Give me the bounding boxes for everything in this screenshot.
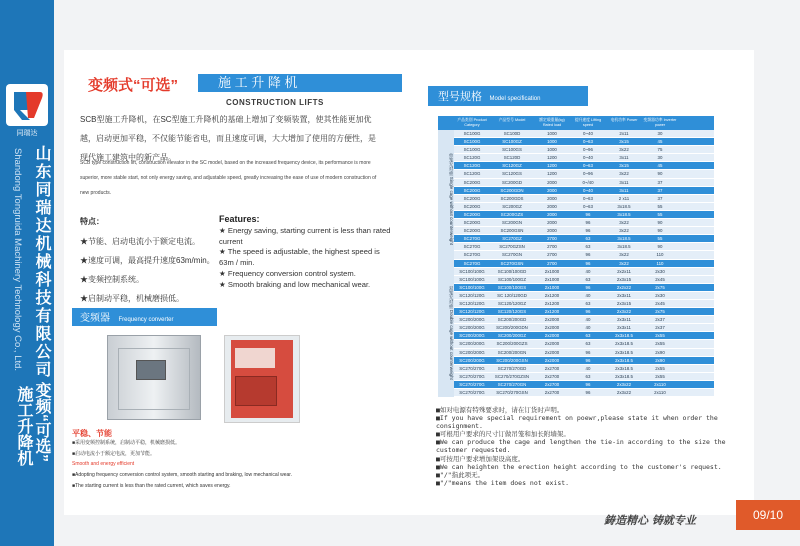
table-cell: 2x55 — [655, 373, 665, 379]
table-cell: SC100G — [463, 147, 481, 153]
header-cell: 产品类别 Product Category — [457, 118, 487, 127]
table-cell: 96 — [585, 357, 591, 363]
table-cell: 2x55 — [655, 365, 665, 371]
table-cell: 96 — [585, 228, 591, 234]
title-subtitle: CONSTRUCTION LIFTS — [226, 98, 324, 107]
table-cell: 0~63 — [583, 163, 593, 169]
table-cell: SC120/120GS — [497, 309, 527, 315]
table-row — [438, 187, 714, 195]
table-cell: SC270/270G — [459, 390, 485, 395]
table-cell: 2x2000 — [544, 357, 560, 363]
table-cell: 1000 — [547, 131, 557, 136]
table-cell: 0~96 — [583, 147, 593, 153]
footer-slogan: 鋳造精心 铸就专业 — [604, 514, 696, 527]
features-cn-heading: 特点： — [80, 217, 104, 226]
spec-title-cn: 型号规格 — [438, 91, 482, 103]
table-cell: 2 x11 — [618, 195, 630, 201]
table-cell: 3x15 — [619, 139, 629, 145]
table-cell: 2x55 — [655, 333, 665, 339]
table-cell: 96 — [585, 211, 591, 217]
table-cell: 30 — [657, 131, 663, 136]
table-cell: 3x18.5 — [617, 211, 631, 217]
table-cell: 0~96 — [583, 171, 593, 177]
table-cell: 96 — [585, 309, 591, 315]
table-row — [438, 138, 714, 146]
note-item: ■如对电源有特殊要求时，请在订货时声明。 — [436, 406, 564, 414]
table-cell: 2x90 — [655, 357, 665, 363]
table-row — [438, 365, 714, 373]
table-cell: SC200GDN — [500, 187, 524, 193]
table-cell: 2000 — [547, 211, 557, 217]
table-cell: SC200/200GZS — [496, 341, 528, 347]
table-row — [438, 276, 714, 284]
company-logo — [6, 84, 48, 126]
title-bar: 施 工 升 降 机 — [198, 74, 402, 92]
table-row — [438, 357, 714, 365]
table-cell: 2x45 — [655, 300, 665, 306]
table-cell: SC200GN — [501, 220, 522, 226]
pingwen-heading: 平稳、节能 — [72, 429, 112, 438]
note-item: ■If you have special requirement on poewr,please state it when order the consignment. — [436, 414, 718, 431]
table-row — [438, 130, 714, 138]
table-cell: 2x3x18.5 — [615, 333, 633, 339]
table-cell: 40 — [585, 292, 591, 298]
table-cell: 3x11 — [619, 187, 629, 193]
table-cell: 40 — [585, 317, 591, 323]
feature-cn-item: ★启制动平稳，机械磨损低。 — [80, 294, 184, 303]
table-cell: SC200/200G — [459, 341, 485, 347]
table-cell: 55 — [657, 211, 663, 217]
table-cell: 2x3x11 — [617, 325, 631, 331]
table-cell: 2x30 — [655, 268, 665, 274]
table-cell: 96 — [585, 390, 591, 395]
table-cell: 2x1200 — [544, 300, 560, 306]
spec-table-header — [438, 116, 714, 130]
table-cell: SC100D — [503, 131, 521, 136]
table-cell: 40 — [585, 325, 591, 331]
table-cell: SC200GD — [501, 179, 522, 185]
table-cell: 63 — [585, 244, 591, 250]
table-cell: SC200/200GSN — [496, 357, 528, 363]
features-en-heading: Features: — [219, 214, 260, 224]
table-cell: SC200G — [463, 211, 481, 217]
table-cell: SC120G — [463, 171, 481, 177]
pingwen-item: ■启动电流小于额定电流，更加节能。 — [72, 450, 156, 457]
page-number: 09/10 — [736, 500, 800, 530]
table-row — [438, 162, 714, 170]
table-cell: SC100/100GD — [497, 268, 527, 274]
table-cell: 2x37 — [655, 325, 665, 331]
table-cell: SC200/200GDN — [496, 325, 528, 331]
table-cell: 2x3x15 — [616, 276, 632, 282]
table-cell: SC120/120GZ — [497, 300, 527, 306]
converter-title-en: Frequency converter — [118, 317, 174, 323]
table-cell: 40 — [585, 268, 591, 274]
table-cell: 2x2000 — [544, 349, 560, 355]
table-cell: 0~63 — [583, 203, 593, 209]
table-cell: SC200G — [463, 195, 481, 201]
table-cell: 3x22 — [619, 260, 629, 266]
pingwen-item: Smooth and energy efficient — [72, 461, 135, 468]
header-cell: 电机功率 Power — [610, 118, 638, 122]
table-cell: SC270/270GN — [497, 381, 527, 387]
table-cell: SC200GZS — [500, 211, 524, 217]
table-cell: 2700 — [547, 236, 557, 242]
table-cell: 2x2x22 — [616, 284, 632, 290]
table-cell: SC270GSN — [500, 260, 524, 266]
table-cell: 2x3x18.5 — [615, 349, 633, 355]
table-cell: 2x45 — [655, 276, 665, 282]
intro-cn: SCB型施工升降机，在SC型施工升降机的基础上增加了变频装置，使其性能更加优越，启动更加平稳，不仅能节能省电，而且速度可调，大大增加了使用的方便性，是现代施工建筑中的新产品。 — [80, 115, 376, 162]
table-row — [438, 300, 714, 308]
group-label-single: 单笼无对重 Single cage without counterweight — [438, 130, 454, 268]
table-cell: 63 — [585, 341, 591, 347]
table-row — [438, 268, 714, 276]
table-cell: 2x110 — [654, 381, 666, 387]
table-cell: 63 — [585, 333, 591, 339]
table-cell: 1000 — [547, 139, 557, 145]
feature-en-item: ★ Energy saving, starting current is less than rated current — [219, 226, 391, 246]
table-cell: 45 — [657, 139, 663, 145]
table-cell: SC120D — [503, 155, 521, 161]
table-cell: SC100/100GS — [497, 284, 527, 290]
table-cell: 2000 — [547, 228, 557, 234]
table-row — [438, 381, 714, 389]
table-cell: 30 — [657, 155, 663, 161]
table-cell: SC270G — [463, 252, 481, 258]
table-cell: 2x2000 — [544, 317, 560, 323]
table-cell: 0~63 — [583, 139, 593, 145]
table-cell: 2x1200 — [544, 292, 560, 298]
table-row — [438, 203, 714, 211]
table-cell: SC270G — [463, 244, 481, 250]
table-cell: 0~40 — [583, 187, 593, 193]
table-cell: SC200/200G — [459, 357, 485, 363]
table-cell: 0~40 — [583, 155, 593, 161]
table-cell: 37 — [657, 187, 663, 193]
company-name-en: Shandong Tongruida Machinery Technology Co., Ltd. — [12, 148, 23, 372]
table-cell: 2x110 — [654, 390, 666, 395]
table-cell: 1200 — [547, 163, 557, 169]
table-cell: 0~/40 — [582, 179, 594, 185]
spec-table-body — [438, 130, 714, 397]
table-cell: 55 — [657, 236, 663, 242]
note-item: ■可按用户要求增加架设高度。 — [436, 454, 525, 463]
product-line-2: 施工升降机 — [15, 386, 32, 466]
table-cell: 63 — [585, 236, 591, 242]
table-cell: 2x30 — [655, 292, 665, 298]
table-cell: 0~63 — [583, 195, 593, 201]
table-cell: SC 120/120GD — [497, 292, 527, 298]
table-cell: 2x1000 — [544, 284, 560, 290]
table-cell: 40 — [585, 365, 591, 371]
table-cell: 90 — [657, 171, 663, 177]
table-row — [438, 292, 714, 300]
header-cell: 提升速度 Lifting speed — [574, 118, 602, 127]
table-row — [438, 332, 714, 340]
table-cell: 75 — [657, 147, 663, 153]
table-cell: 1200 — [547, 171, 557, 177]
table-cell: SC100G — [463, 131, 481, 136]
spec-title-en: Model specification — [489, 96, 541, 102]
table-cell: 2000 — [547, 195, 557, 201]
notes — [436, 406, 736, 487]
table-cell: 55 — [657, 203, 663, 209]
table-cell: 3x22 — [619, 252, 629, 258]
spec-bar — [428, 86, 588, 106]
pingwen-item: ■Adopting frequency conversion control system, smooth starting and braking, low mechanical wear. — [72, 472, 293, 479]
header-cell: 变频器功率 Inverter power — [643, 118, 677, 127]
table-row — [438, 349, 714, 357]
feature-en-item: ★ Smooth braking and low mechanical wear. — [219, 279, 371, 289]
table-cell: SC270/270G — [459, 365, 485, 371]
table-row — [438, 219, 714, 227]
features-cn-list — [80, 232, 215, 308]
table-cell: 2x75 — [655, 284, 665, 290]
table-row — [438, 170, 714, 178]
table-cell: 96 — [585, 284, 591, 290]
table-cell: SC200G — [463, 187, 481, 193]
table-row — [438, 284, 714, 292]
table-row — [438, 179, 714, 187]
table-cell: 3x22 — [619, 171, 629, 177]
table-cell: SC200GZ — [502, 203, 522, 209]
table-cell: 2x2000 — [544, 325, 560, 331]
table-cell: SC100G — [463, 139, 481, 145]
table-cell: SC270G — [463, 236, 481, 242]
converter-cabinet-image — [107, 335, 201, 420]
table-cell: 2x2700 — [544, 381, 560, 387]
table-cell: SC120GS — [502, 171, 522, 177]
table-cell: 2x3x22 — [616, 381, 632, 387]
table-cell: SC100/100G — [459, 276, 485, 282]
table-row — [438, 227, 714, 235]
table-cell: SC200/200GN — [497, 349, 527, 355]
table-cell: SC200G — [463, 203, 481, 209]
table-cell: 37 — [657, 195, 663, 201]
table-cell: 1000 — [547, 147, 557, 153]
table-cell: 2700 — [547, 252, 557, 258]
table-row — [438, 195, 714, 203]
table-row — [438, 308, 714, 316]
table-cell: 2000 — [547, 179, 557, 185]
table-row — [438, 146, 714, 154]
table-cell: SC120/120G — [459, 292, 485, 298]
table-cell: 2x3x18.5 — [615, 341, 633, 347]
feature-en-item: ★ The speed is adjustable, the highest speed is 63m / min. — [219, 247, 380, 268]
feature-cn-item: ★变频控制系统。 — [80, 275, 144, 284]
table-cell: SC270GZSN — [499, 244, 525, 250]
table-cell: SC200G — [463, 179, 481, 185]
table-cell: 63 — [585, 373, 591, 379]
table-cell: SC200/200G — [459, 349, 485, 355]
table-cell: 2000 — [547, 203, 557, 209]
table-cell: 3x18.5 — [617, 203, 631, 209]
table-cell: SC200G — [463, 228, 481, 234]
table-cell: 90 — [657, 228, 663, 234]
table-cell: SC270GZ — [502, 236, 522, 242]
table-cell: SC120/120G — [459, 300, 485, 306]
table-cell: 2x1000 — [544, 268, 560, 274]
logo-caption: 同瑞达 — [16, 130, 38, 137]
table-cell: SC200/200G — [459, 325, 485, 331]
table-cell: SC100/100GZ — [497, 276, 527, 282]
table-row — [438, 235, 714, 243]
table-cell: 90 — [657, 220, 663, 226]
converter-panel-image — [224, 335, 300, 423]
pingwen-list — [72, 438, 292, 492]
table-cell: 2x1000 — [544, 276, 560, 282]
table-cell: 2x3x22 — [616, 390, 632, 395]
table-cell: SC100GZ — [502, 139, 522, 145]
table-cell: SC120GZ — [502, 163, 522, 169]
header-cell — [438, 116, 454, 130]
table-cell: 2x90 — [655, 349, 665, 355]
table-cell: SC270GN — [501, 252, 522, 258]
table-cell: SC270/270GD — [497, 365, 527, 371]
table-row — [438, 389, 714, 397]
table-cell: 3x11 — [619, 155, 629, 161]
product-line-1: 变频“可选” — [33, 382, 50, 462]
feature-cn-item: ★节能、启动电流小于额定电流。 — [80, 237, 200, 246]
note-item: ■We can produce the cage and lengthen the tie-in according to the size the customer requested. — [436, 438, 726, 455]
table-cell: 2x3x22 — [616, 309, 632, 315]
table-cell: 110 — [656, 260, 664, 266]
table-cell: 2x3x18.5 — [615, 373, 633, 379]
features-en-list — [219, 226, 394, 290]
table-cell: 0~40 — [583, 131, 593, 136]
table-cell: 3x15 — [619, 163, 629, 169]
table-cell: 63 — [585, 276, 591, 282]
table-cell: 2x55 — [655, 341, 665, 347]
table-cell: SC200GDS — [500, 195, 524, 201]
feature-cn-item: ★速度可调，最高提升速度63m/min。 — [80, 256, 215, 265]
table-row — [438, 154, 714, 162]
table-cell: SC200GSN — [500, 228, 524, 234]
table-cell: 2x3x11 — [617, 292, 631, 298]
header-cell: 产品型号 Model — [498, 118, 526, 122]
table-cell: 63 — [585, 300, 591, 306]
table-cell: 3x22 — [619, 147, 629, 153]
table-cell: SC270/270GSN — [496, 390, 528, 395]
table-cell: 2x2700 — [544, 390, 560, 395]
table-cell: 96 — [585, 252, 591, 258]
table-cell: SC270/270GZSN — [494, 373, 530, 379]
table-cell: 3x18.5 — [617, 244, 631, 250]
table-cell: 2x2x11 — [617, 268, 631, 274]
table-cell: 2x3x11 — [617, 317, 631, 323]
table-cell: SC200/200G — [459, 333, 485, 339]
note-item: ■We can heighten the erection height according to the customer's request. — [436, 462, 722, 471]
note-item: ■可根用户要求的尺寸订做吊笼和加长附墙架。 — [436, 430, 570, 439]
pingwen-item: ■The starting current is less than the rated current, which saves energy. — [72, 482, 231, 489]
table-row — [438, 340, 714, 348]
table-cell: SC270G — [463, 260, 481, 266]
table-cell: SC120/120G — [459, 309, 485, 315]
table-cell: SC200G — [463, 220, 481, 226]
intro-en: SCB type construction lift, construction elevator in the SC model, based on the increased frequency device, its performance is more superior, more stable start, not only energy saving, and adjustable speed, greatly increasing the ease of use of modern construction of new products. — [80, 160, 377, 196]
table-row — [438, 260, 714, 268]
header-cell: 额定载重量(kg) Rated load — [539, 118, 565, 127]
table-cell: 2x3x15 — [616, 300, 632, 306]
pingwen-item: ■采用变频控制系统，启制动平稳，机械磨损低。 — [72, 440, 181, 446]
table-cell: 2000 — [547, 187, 557, 193]
table-row — [438, 373, 714, 381]
table-cell: 3x18.5 — [617, 236, 631, 242]
converter-bar — [72, 308, 217, 326]
table-cell: 2x1200 — [544, 309, 560, 315]
table-row — [438, 251, 714, 259]
table-row — [438, 211, 714, 219]
table-cell: 2x3x18.5 — [615, 365, 633, 371]
table-cell: 2x11 — [619, 131, 629, 136]
table-cell: 96 — [585, 260, 591, 266]
company-name-cn: 山东同瑞达机械科技有限公司 — [33, 145, 50, 379]
group-label-double: 双笼无对重 Double cage without counterweight — [438, 268, 454, 398]
table-cell: SC100/100G — [459, 268, 485, 274]
table-cell: 2700 — [547, 244, 557, 250]
note-item: ■"/"means the item does not exist. — [436, 478, 570, 487]
table-cell: SC270/270G — [459, 373, 485, 379]
spec-table — [438, 116, 714, 397]
table-cell: SC200/200G — [459, 317, 485, 323]
table-cell: 3x11 — [619, 179, 629, 185]
table-cell: 2x2700 — [544, 373, 560, 379]
table-cell: 2000 — [547, 220, 557, 226]
table-cell: SC200/200GZ — [497, 333, 527, 339]
table-cell: SC200/200GD — [497, 317, 527, 323]
table-cell: 2x2000 — [544, 333, 560, 339]
table-row — [438, 243, 714, 251]
table-row — [438, 316, 714, 324]
converter-title-cn: 变频器 — [80, 313, 110, 324]
table-cell: 3x22 — [619, 228, 629, 234]
table-cell: SC100/100G — [459, 284, 485, 290]
table-cell: SC120G — [463, 155, 481, 161]
table-cell: 96 — [585, 381, 591, 387]
table-cell: 2x37 — [655, 317, 665, 323]
table-cell: 2x2000 — [544, 341, 560, 347]
table-cell: 2x2700 — [544, 365, 560, 371]
table-cell: 96 — [585, 349, 591, 355]
table-cell: 2x75 — [655, 309, 665, 315]
table-row — [438, 324, 714, 332]
feature-en-item: ★ Frequency conversion control system. — [219, 268, 356, 278]
note-item: ■"/"指此项无。 — [436, 470, 485, 479]
table-cell: 2700 — [547, 260, 557, 266]
table-cell: 45 — [657, 163, 663, 169]
table-cell: 1200 — [547, 155, 557, 161]
page-title: 变频式“可选” — [88, 77, 179, 94]
table-cell: SC100GS — [502, 147, 522, 153]
table-cell: 96 — [585, 220, 591, 226]
table-cell: 37 — [657, 179, 663, 185]
table-cell: 2x3x18.5 — [615, 357, 633, 363]
table-cell: 90 — [657, 244, 663, 250]
table-cell: SC270/270G — [459, 381, 485, 387]
table-cell: SC120G — [463, 163, 481, 169]
table-cell: 3x22 — [619, 220, 629, 226]
table-cell: 110 — [656, 252, 664, 258]
